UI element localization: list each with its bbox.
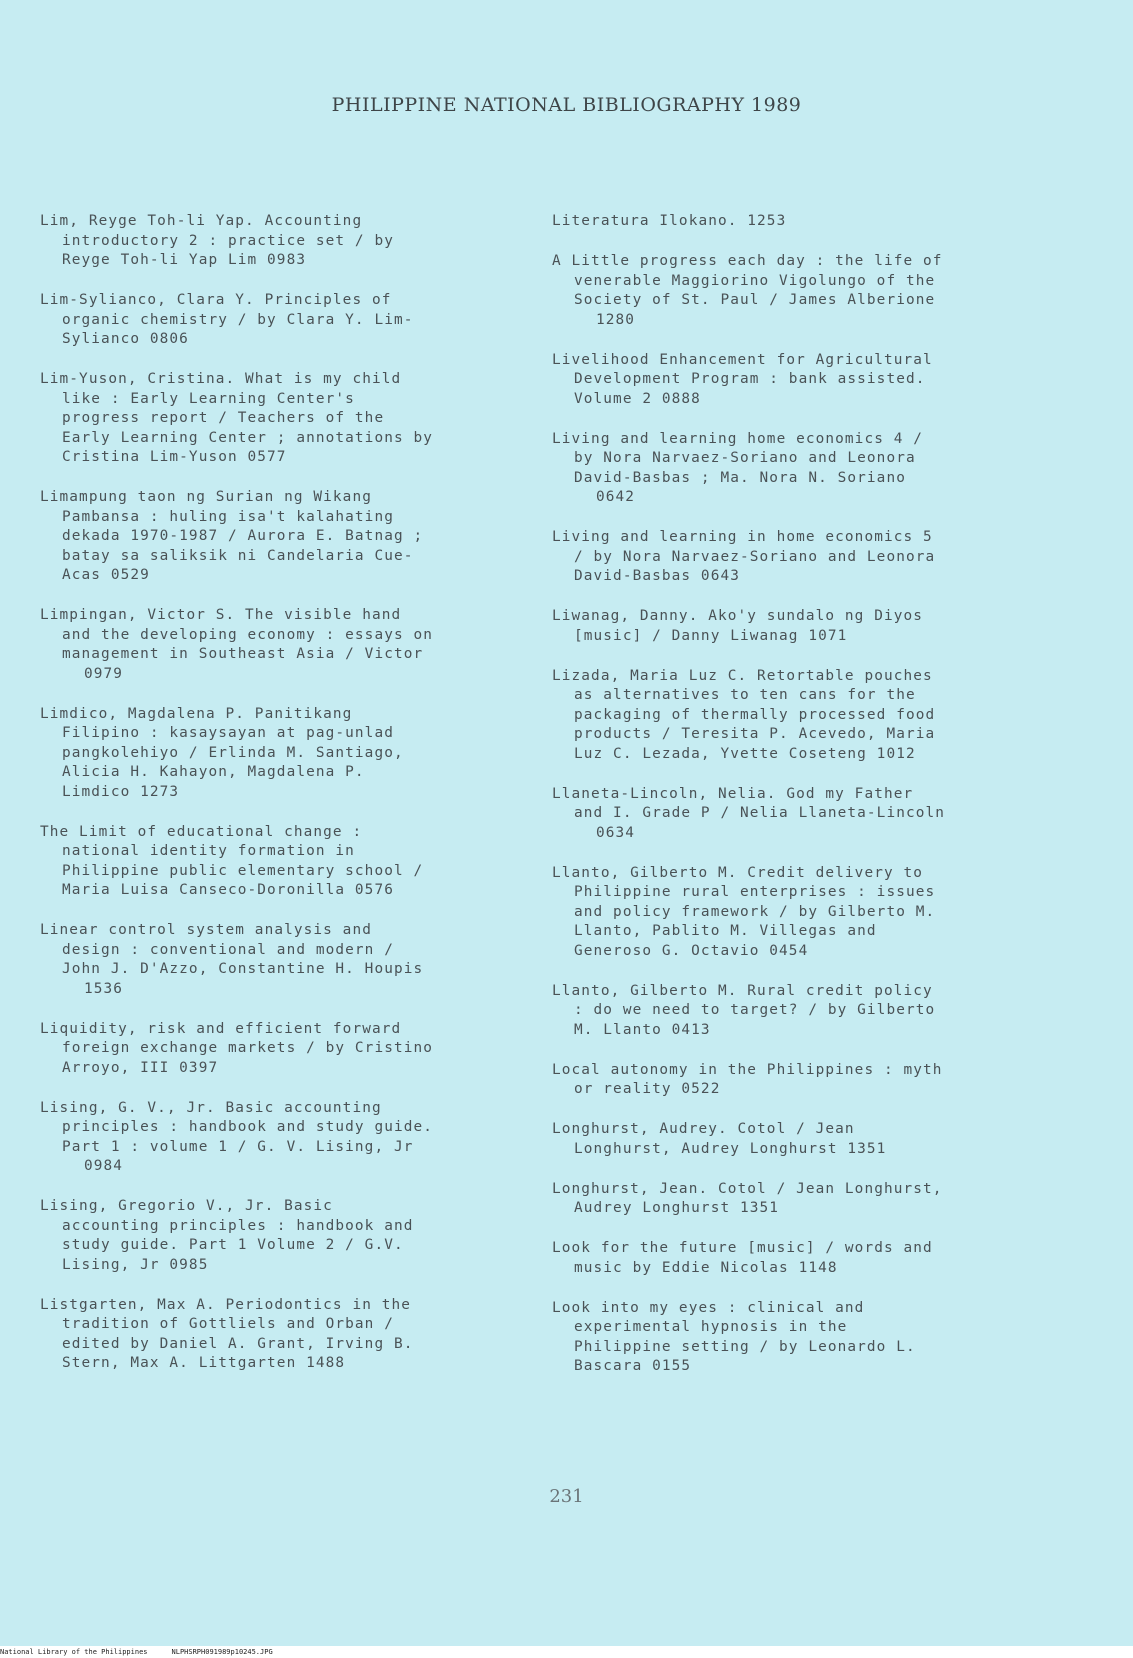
entry-line: Lim-Yuson, Cristina. What is my child — [40, 371, 402, 387]
entry-line: Lising, Jr 0985 — [62, 1256, 209, 1273]
entry-line: Llanto, Gilberto M. Credit delivery to — [552, 864, 924, 881]
bibliography-entry — [552, 982, 1022, 1041]
entry-line: Early Learning Center ; annotations by — [62, 429, 434, 446]
entry-line: and policy framework / by Gilberto M. — [574, 903, 936, 920]
bibliography-column-right — [552, 212, 1022, 1397]
footer-filename: NLPHSRPH091989p10245.JPG — [171, 1648, 273, 1656]
bibliography-entry — [40, 291, 510, 350]
bibliography-entry — [40, 705, 510, 803]
entry-line: 0634 — [596, 824, 636, 841]
entry-line: Listgarten, Max A. Periodontics in the — [40, 1296, 412, 1313]
bibliography-entry — [40, 1296, 510, 1374]
entry-line: Generoso G. Octavio 0454 — [574, 942, 809, 959]
bibliography-entry — [40, 212, 510, 271]
entry-line: Limampung taon ng Surian ng Wikang — [40, 489, 372, 505]
bibliography-entry — [552, 1299, 1022, 1377]
entry-line: dekada 1970-1987 / Aurora E. Batnag ; — [62, 528, 424, 544]
bibliography-entry — [552, 1180, 1022, 1219]
entry-line: by Nora Narvaez-Soriano and Leonora — [574, 450, 916, 466]
entry-line: Audrey Longhurst 1351 — [574, 1200, 780, 1216]
bibliography-entry — [40, 1099, 510, 1177]
entry-line: progress report / Teachers of the — [62, 410, 385, 426]
entry-line: Maria Luisa Canseco-Doronilla 0576 — [62, 882, 394, 898]
bibliography-entry — [40, 1197, 510, 1275]
entry-line: Lising, G. V., Jr. Basic accounting — [40, 1099, 382, 1116]
entry-line: 1536 — [84, 980, 124, 997]
entry-line: venerable Maggiorino Vigolungo of the — [574, 272, 936, 289]
bibliography-entry — [552, 430, 1022, 508]
bibliography-entry — [552, 351, 1022, 410]
entry-line: Cristina Lim-Yuson 0577 — [62, 449, 287, 465]
entry-line: packaging of thermally processed food — [574, 706, 936, 723]
bibliography-entry — [40, 823, 510, 901]
entry-line: Lizada, Maria Luz C. Retortable pouches — [552, 667, 933, 684]
bibliography-entry — [40, 1020, 510, 1079]
entry-line: Lim, Reyge Toh-li Yap. Accounting — [40, 213, 363, 229]
entry-line: like : Early Learning Center's — [62, 390, 355, 407]
entry-line: Look into my eyes : clinical and — [552, 1299, 865, 1316]
entry-line: and the developing economy : essays on — [62, 626, 434, 643]
entry-line: Sylianco 0806 — [62, 331, 189, 347]
bibliography-entry — [40, 370, 510, 468]
entry-line: principles : handbook and study guide. — [62, 1119, 434, 1135]
page-title: PHILIPPINE NATIONAL BIBLIOGRAPHY 1989 — [331, 94, 802, 116]
entry-line: A Little progress each day : the life of — [552, 253, 943, 269]
entry-line: David-Basbas 0643 — [574, 568, 740, 584]
entry-line: Longhurst, Jean. Cotol / Jean Longhurst, — [552, 1180, 943, 1197]
entry-line: national identity formation in — [62, 843, 355, 859]
entry-line: Pambansa : huling isa't kalahating — [62, 508, 394, 525]
entry-line: Luz C. Lezada, Yvette Coseteng 1012 — [574, 745, 916, 762]
entry-line: Livelihood Enhancement for Agricultural — [552, 351, 933, 368]
entry-line: Philippine rural enterprises : issues — [574, 884, 936, 900]
entry-line: edited by Daniel A. Grant, Irving B. — [62, 1335, 414, 1352]
entry-line: tradition of Gottliels and Orban / — [62, 1316, 394, 1332]
entry-line: pangkolehiyo / Erlinda M. Santiago, — [62, 744, 404, 761]
entry-line: Alicia H. Kahayon, Magdalena P. — [62, 764, 365, 780]
bibliography-entry — [552, 607, 1022, 646]
bibliography-entry — [552, 212, 1022, 232]
entry-line: batay sa saliksik ni Candelaria Cue- — [62, 547, 414, 564]
entry-line: Bascara 0155 — [574, 1358, 692, 1374]
bibliography-entry — [40, 488, 510, 586]
entry-line: organic chemistry / by Clara Y. Lim- — [62, 311, 414, 328]
entry-line: management in Southeast Asia / Victor — [62, 646, 424, 662]
entry-line: / by Nora Narvaez-Soriano and Leonora — [574, 548, 936, 565]
entry-line: [music] / Danny Liwanag 1071 — [574, 627, 848, 644]
entry-line: Longhurst, Audrey. Cotol / Jean — [552, 1121, 855, 1137]
entry-line: Look for the future [music] / words and — [552, 1240, 933, 1256]
entry-line: Literatura Ilokano. 1253 — [552, 213, 787, 229]
entry-line: 0979 — [84, 665, 124, 682]
page-number: 231 — [549, 1486, 584, 1507]
scan-footer — [0, 1646, 1133, 1658]
entry-line: Liwanag, Danny. Ako'y sundalo ng Diyos — [552, 608, 924, 624]
entry-line: Philippine public elementary school / — [62, 862, 424, 879]
entry-line: 1280 — [596, 311, 636, 328]
bibliography-entry — [552, 667, 1022, 765]
entry-line: Development Program : bank assisted. — [574, 371, 926, 387]
entry-line: design : conventional and modern / — [62, 941, 394, 958]
bibliography-entry — [552, 864, 1022, 962]
bibliography-entry — [552, 252, 1022, 330]
entry-line: Part 1 : volume 1 / G. V. Lising, Jr — [62, 1138, 414, 1155]
entry-line: Lim-Sylianco, Clara Y. Principles of — [40, 292, 392, 308]
entry-line: Society of St. Paul / James Alberione — [574, 292, 936, 308]
bibliography-column-left — [40, 212, 510, 1394]
entry-line: Limpingan, Victor S. The visible hand — [40, 607, 402, 623]
bibliography-entry — [40, 921, 510, 999]
entry-line: Acas 0529 — [62, 567, 150, 583]
entry-line: as alternatives to ten cans for the — [574, 687, 916, 703]
entry-line: products / Teresita P. Acevedo, Maria — [574, 726, 936, 742]
entry-line: Filipino : kasaysayan at pag-unlad — [62, 725, 394, 741]
entry-line: David-Basbas ; Ma. Nora N. Soriano — [574, 469, 906, 486]
entry-line: Stern, Max A. Littgarten 1488 — [62, 1355, 346, 1371]
entry-line: Llaneta-Lincoln, Nelia. God my Father — [552, 785, 914, 802]
entry-line: Living and learning in home economics 5 — [552, 529, 933, 545]
entry-line: 0984 — [84, 1158, 124, 1174]
bibliography-entry — [552, 1061, 1022, 1100]
entry-line: or reality 0522 — [574, 1081, 721, 1097]
entry-line: Local autonomy in the Philippines : myth — [552, 1061, 943, 1078]
entry-line: Llanto, Gilberto M. Rural credit policy — [552, 982, 933, 999]
bibliography-entry — [40, 606, 510, 684]
entry-line: Limdico, Magdalena P. Panitikang — [40, 705, 353, 722]
entry-line: Llanto, Pablito M. Villegas and — [574, 923, 877, 939]
entry-line: : do we need to target? / by Gilberto — [574, 1002, 936, 1018]
bibliography-entry — [552, 1239, 1022, 1278]
entry-line: Liquidity, risk and efficient forward — [40, 1020, 402, 1037]
entry-line: introductory 2 : practice set / by — [62, 232, 394, 249]
entry-line: experimental hypnosis in the — [574, 1319, 848, 1335]
entry-line: study guide. Part 1 Volume 2 / G.V. — [62, 1237, 404, 1253]
bibliography-entry — [552, 1120, 1022, 1159]
entry-line: M. Llanto 0413 — [574, 1021, 711, 1038]
entry-line: Longhurst, Audrey Longhurst 1351 — [574, 1140, 887, 1157]
entry-line: Linear control system analysis and — [40, 922, 372, 938]
entry-line: Reyge Toh-li Yap Lim 0983 — [62, 252, 307, 268]
bibliography-entry — [552, 785, 1022, 844]
entry-line: Living and learning home economics 4 / — [552, 430, 924, 447]
entry-line: and I. Grade P / Nelia Llaneta-Lincoln — [574, 805, 946, 821]
footer-library-name: National Library of the Philippines — [0, 1648, 148, 1656]
entry-line: The Limit of educational change : — [40, 823, 363, 840]
entry-line: foreign exchange markets / by Cristino — [62, 1040, 434, 1056]
entry-line: Lising, Gregorio V., Jr. Basic — [40, 1198, 333, 1214]
entry-line: 0642 — [596, 489, 636, 505]
entry-line: Arroyo, III 0397 — [62, 1059, 219, 1076]
entry-line: Philippine setting / by Leonardo L. — [574, 1338, 916, 1355]
entry-line: Volume 2 0888 — [574, 390, 701, 407]
entry-line: Limdico 1273 — [62, 783, 180, 800]
bibliography-entry — [552, 528, 1022, 587]
entry-line: accounting principles : handbook and — [62, 1217, 414, 1234]
entry-line: music by Eddie Nicolas 1148 — [574, 1259, 838, 1276]
entry-line: John J. D'Azzo, Constantine H. Houpis — [62, 961, 424, 977]
